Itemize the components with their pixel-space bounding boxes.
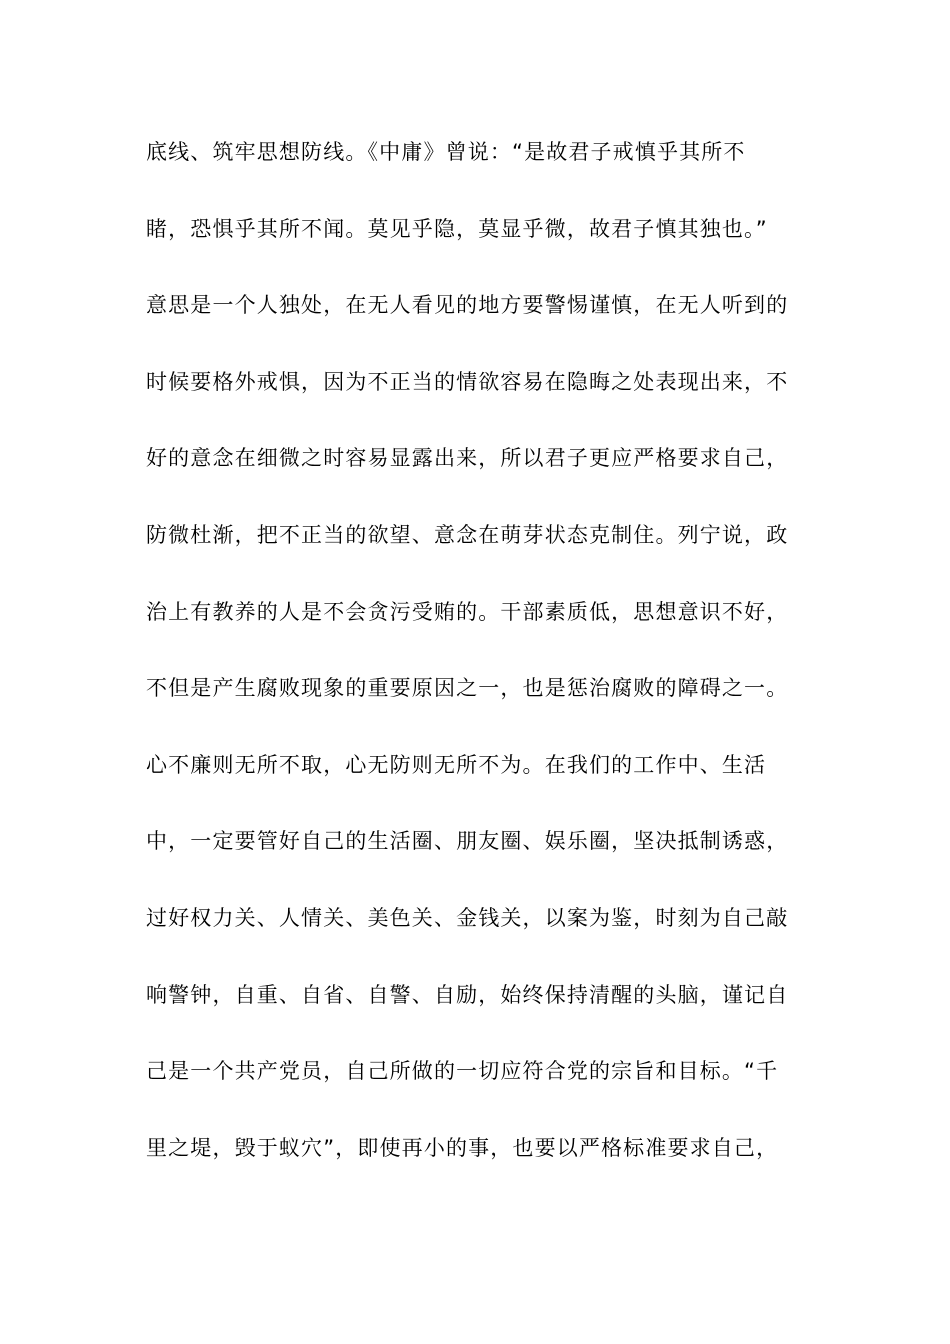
text-line-12: 响警钟，自重、自省、自警、自励，始终保持清醒的头脑，谨记自 [146, 982, 789, 1007]
text-line-7: 治上有教养的人是不会贪污受贿的。干部素质低，思想意识不好， [146, 599, 789, 624]
text-line-5: 好的意念在细微之时容易显露出来，所以君子更应严格要求自己， [146, 446, 789, 471]
body-paragraph [146, 128, 796, 1200]
text-line-10: 中，一定要管好自己的生活圈、朋友圈、娱乐圈，坚决抵制诱惑， [146, 829, 789, 854]
text-line-11: 过好权力关、人情关、美色关、金钱关，以案为鉴，时刻为自己敲 [146, 905, 789, 930]
text-line-6: 防微杜渐，把不正当的欲望、意念在萌芽状态克制住。列宁说，政 [146, 522, 789, 547]
text-line-1: 底线、筑牢思想防线。《中庸》曾说：“是故君子戒慎乎其所不 [146, 140, 746, 164]
text-line-14: 里之堤，毁于蚁穴”，即使再小的事，也要以严格标准要求自己， [146, 1135, 779, 1160]
text-line-13: 己是一个共产党员，自己所做的一切应符合党的宗旨和目标。“千 [146, 1059, 779, 1084]
text-line-2: 睹，恐惧乎其所不闻。莫见乎隐，莫显乎微，故君子慎其独也。” [146, 216, 768, 241]
text-line-4: 时候要格外戒惧，因为不正当的情欲容易在隐晦之处表现出来，不 [146, 369, 789, 394]
text-line-9: 心不廉则无所不取，心无防则无所不为。在我们的工作中、生活 [146, 752, 767, 777]
text-line-8: 不但是产生腐败现象的重要原因之一，也是惩治腐败的障碍之一。 [146, 676, 789, 701]
text-line-3: 意思是一个人独处，在无人看见的地方要警惕谨慎，在无人听到的 [146, 293, 789, 318]
